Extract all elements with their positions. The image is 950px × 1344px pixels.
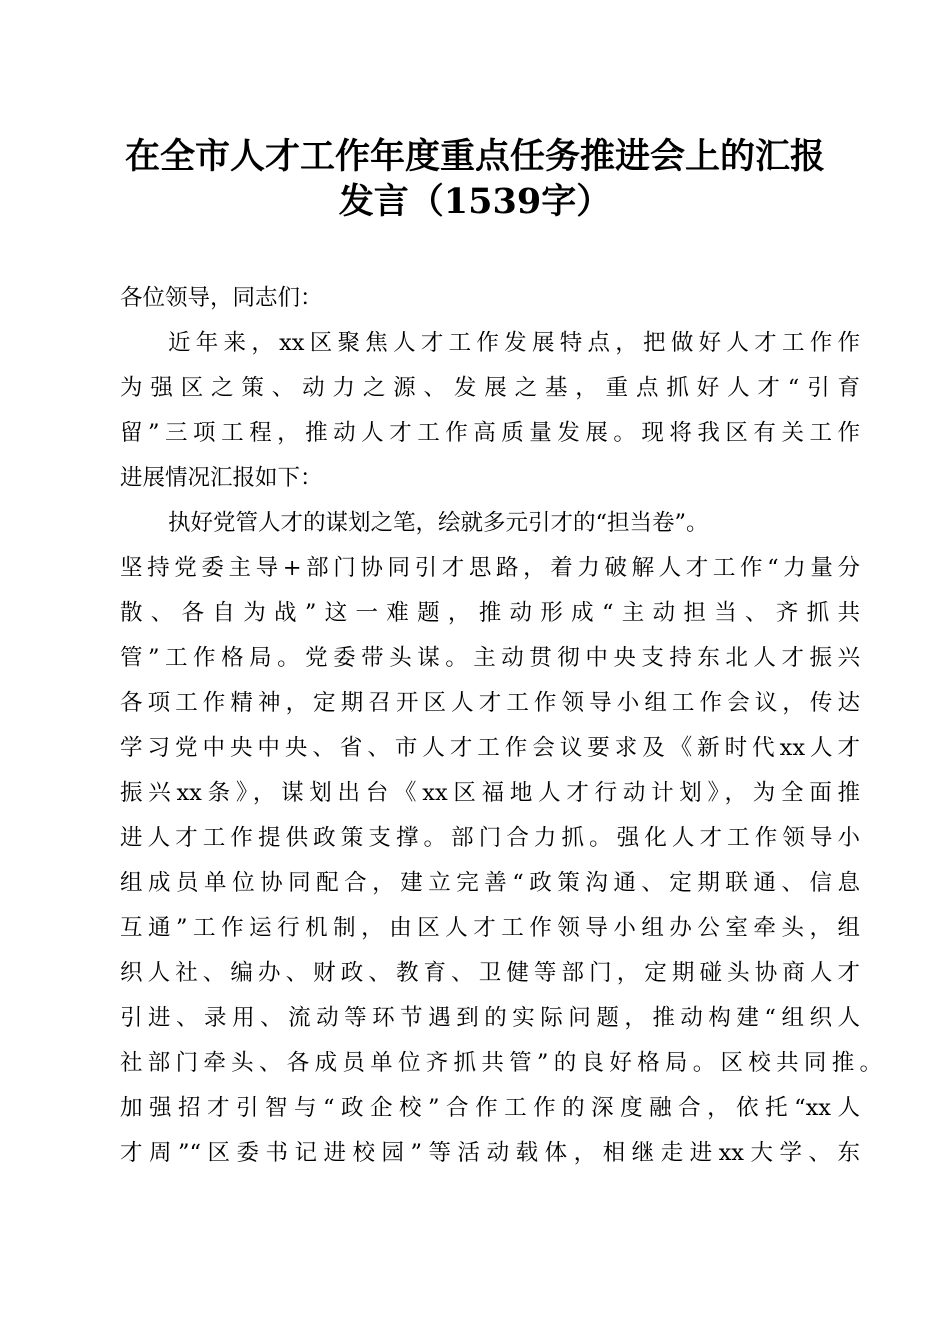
salutation: 各位领导，同志们： <box>120 285 323 311</box>
document-title <box>100 134 850 224</box>
paragraph-line: 坚持党委主导+部门协同引才思路，着力破解人才工作“力量分 <box>120 555 860 581</box>
paragraph-line: 管”工作格局。党委带头谋。主动贯彻中央支持东北人才振兴 <box>120 645 860 671</box>
paragraph-line: 社部门牵头、各成员单位齐抓共管”的良好格局。区校共同推。 <box>120 1050 882 1076</box>
paragraph-2 <box>120 501 882 1176</box>
paragraph-line: 进人才工作提供政策支撑。部门合力抓。强化人才工作领导小 <box>120 825 860 851</box>
paragraph-line: 织人社、编办、财政、教育、卫健等部门，定期碰头协商人才 <box>120 960 860 986</box>
document-body <box>120 276 882 1176</box>
title-line-1: 在全市人才工作年度重点任务推进会上的汇报 <box>124 136 825 177</box>
paragraph-line: 留”三项工程，推动人才工作高质量发展。现将我区有关工作 <box>120 420 860 446</box>
paragraph-line: 才周”“区委书记进校园”等活动载体，相继走进xx大学、东 <box>120 1140 860 1166</box>
paragraph-line: 近年来，xx区聚焦人才工作发展特点，把做好人才工作作 <box>168 330 860 356</box>
paragraph-line: 进展情况汇报如下： <box>120 465 323 491</box>
paragraph-line: 振兴xx条》，谋划出台《xx区福地人才行动计划》，为全面推 <box>120 780 860 806</box>
paragraph-line: 组成员单位协同配合，建立完善“政策沟通、定期联通、信息 <box>120 870 860 896</box>
paragraph-line: 执好党管人才的谋划之笔，绘就多元引才的“担当卷”。 <box>168 510 709 536</box>
paragraph-line: 各项工作精神，定期召开区人才工作领导小组工作会议，传达 <box>120 690 860 716</box>
paragraph-1 <box>120 321 860 501</box>
title-line-2: 发言（1539字） <box>338 181 612 222</box>
paragraph-line: 互通”工作运行机制，由区人才工作领导小组办公室牵头，组 <box>120 915 860 941</box>
paragraph-line: 学习党中央中央、省、市人才工作会议要求及《新时代xx人才 <box>120 735 860 761</box>
paragraph-line: 为强区之策、动力之源、发展之基，重点抓好人才“引育 <box>120 375 860 401</box>
paragraph-line: 散、各自为战”这一难题，推动形成“主动担当、齐抓共 <box>120 600 860 626</box>
paragraph-line: 加强招才引智与“政企校”合作工作的深度融合，依托“xx人 <box>120 1095 860 1121</box>
paragraph-line: 引进、录用、流动等环节遇到的实际问题，推动构建“组织人 <box>120 1005 860 1031</box>
